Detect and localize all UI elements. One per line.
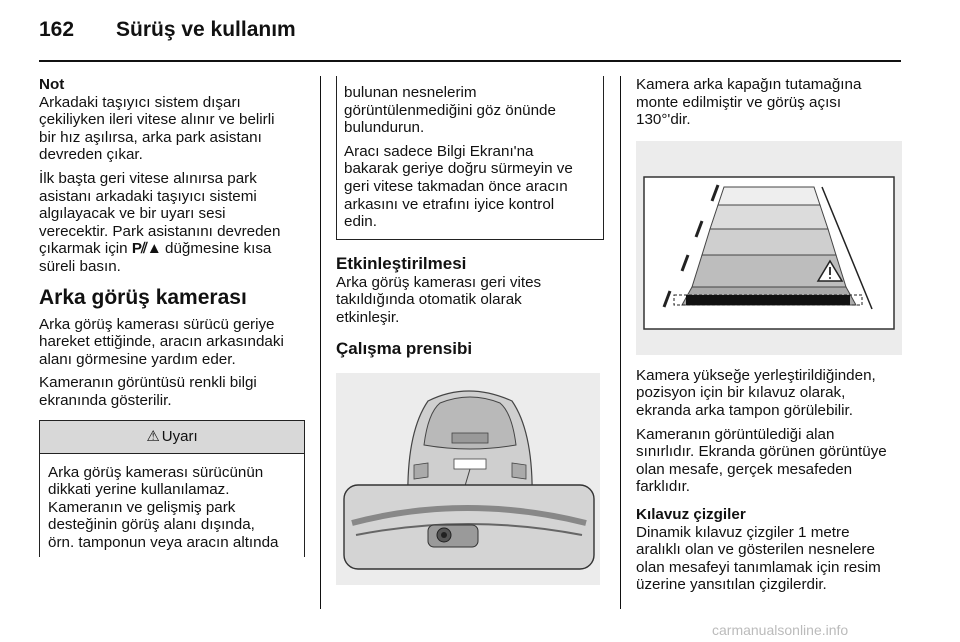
guide-lines-paragraph: Dinamik kılavuz çizgiler 1 metre aralıklı olan ve gösterilen nesnelere olan mesafeyi tanımlamak için resim üzerine yansıtılan çizgilerdir.	[636, 523, 881, 594]
limited-area-paragraph: Kameranın görüntülediği alan sınırlıdır. Ekranda görünen görüntüye olan mesafe, gerçek mesafeden farklıdır.	[636, 425, 887, 496]
section-title: Arka görüş kamerası	[39, 285, 247, 309]
note-title: Not	[39, 76, 65, 93]
handle-detail-inset	[344, 485, 594, 569]
warning-box-continued	[336, 76, 604, 240]
intro-paragraph-2: Kameranın görüntüsü renkli bilgi ekranında gösterilir.	[39, 374, 257, 409]
park-assist-icon: P⫽▲	[131, 240, 161, 258]
note-paragraph-2-text-b: düğmesine kısa süreli basın.	[39, 240, 272, 275]
warning-cont-paragraph-1: bulunan nesnelerim görüntülenmediğini göz önünde bulundurun.	[344, 84, 556, 137]
warning-icon: ⚠	[146, 427, 160, 445]
intro-paragraph-1: Arka görüş kamerası sürücü geriye hareket ettiğinde, aracın arkasındaki alanı görmesine yardım eder.	[39, 315, 284, 368]
chapter-title: Sürüş ve kullanım	[116, 18, 296, 41]
column-3	[636, 76, 902, 600]
column-divider-1	[320, 76, 321, 609]
car-rear-camera-figure	[336, 373, 600, 585]
note-paragraph-2	[39, 170, 305, 276]
warning-box	[39, 420, 305, 558]
principle-heading: Çalışma prensibi	[336, 338, 473, 358]
warning-cont-paragraph-2: Aracı sadece Bilgi Ekranı'na bakarak geriye doğru sürmeyin ve geri vitese takmadan önce aracın arkasını ve etrafını iyice kontrol edin.	[344, 142, 573, 231]
note-paragraph-1: Arkadaki taşıyıcı sistem dışarı çekiliyken ileri vitese alınır ve belirli bir hız aşılırsa, arka park asistanı devreden çıkar.	[39, 93, 275, 164]
warning-header	[40, 421, 304, 454]
warning-text: Arka görüş kamerası sürücünün dikkati yerine kullanılamaz. Kameranın ve gelişmiş park desteğinin görüş alanı dışında, örn. tamponun veya aracın altında	[48, 463, 279, 551]
bumper-line	[674, 295, 862, 305]
guide-lines-display-figure	[636, 141, 902, 355]
page-header	[0, 0, 960, 60]
header-rule	[39, 60, 901, 62]
column-divider-2	[620, 76, 621, 609]
activation-text: Arka görüş kamerası geri vites takıldığında otomatik olarak etkinleşir.	[336, 273, 542, 326]
activation-heading: Etkinleştirilmesi	[336, 253, 467, 273]
bumper-visible-paragraph: Kamera yükseğe yerleştirildiğinden, pozisyon için bir kılavuz olarak, ekranda arka tampon görülebilir.	[636, 366, 876, 419]
page-number: 162	[39, 18, 75, 41]
camera-mount-paragraph: Kamera arka kapağın tutamağına monte edilmiştir ve görüş açısı 130°'dir.	[636, 76, 862, 129]
column-2	[336, 76, 604, 597]
warning-title: Uyarı	[161, 427, 198, 445]
column-1	[39, 76, 305, 557]
watermark: carmanualsonline.info	[712, 622, 849, 638]
note-paragraph-2-text-a: İlk başta geri vitese alınırsa park asistanı arkadaki taşıyıcı sistemi algılayacak ve bir uyarı sesi verecektir. Park asistanını devreden çıkarmak için	[39, 169, 281, 258]
guide-lines-heading: Kılavuz çizgiler	[636, 505, 746, 523]
